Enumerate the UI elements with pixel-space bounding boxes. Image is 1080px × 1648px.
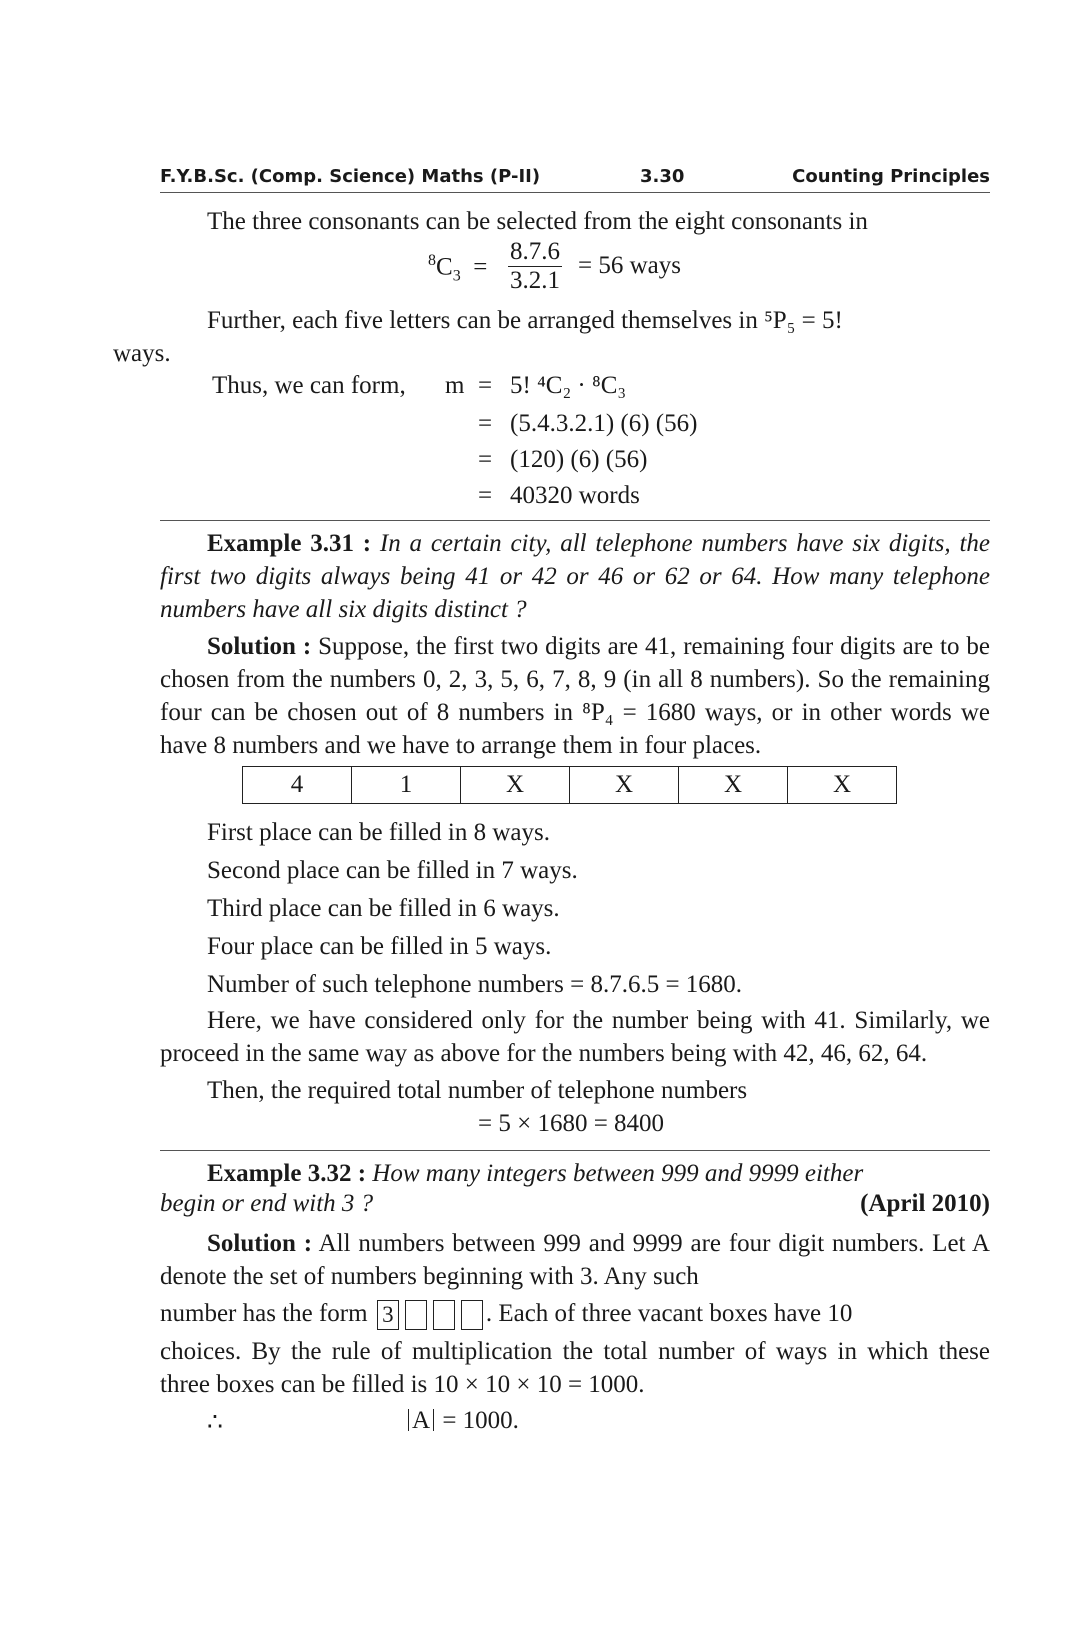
m-line1: 5! ⁴C₂ · ⁸C₃ bbox=[510, 372, 627, 399]
example-3-32-question: Example 3.32 : How many integers between 999 and 9999 either bbox=[207, 1160, 864, 1187]
example-3-32-choices: choices. By the rule of multiplication the total number of ways in which these three boxes can be filled is 10 × 10 × 10 = 1000. bbox=[160, 1338, 990, 1398]
header-book-title: F.Y.B.Sc. (Comp. Science) Maths (P-II) bbox=[160, 166, 541, 187]
section-divider bbox=[160, 1150, 990, 1151]
m-line4: 40320 words bbox=[510, 482, 640, 509]
digit-box-empty bbox=[433, 1300, 455, 1330]
eq-denominator: 3.2.1 bbox=[510, 267, 560, 294]
list-item: Second place can be filled in 7 ways. bbox=[207, 857, 578, 884]
page bbox=[113, 160, 990, 1445]
example-3-31-here: Here, we have considered only for the number being with 41. Similarly, we proceed in the same way as above for the numbers being with 42, 46, 62, 64. bbox=[160, 1007, 990, 1067]
intro-line1: The three consonants can be selected from the eight consonants in bbox=[207, 208, 868, 235]
question-continuation: begin or end with 3 ? bbox=[160, 1190, 374, 1217]
total-value: = 5 × 1680 = 8400 bbox=[478, 1110, 665, 1137]
example-3-32-question-line2 bbox=[160, 1190, 990, 1223]
thus-label: Thus, we can form, bbox=[212, 372, 406, 399]
example-3-31-question: Example 3.31 : In a certain city, all telephone numbers have six digits, the first two digits always being 41 or 42 or 46 or 62 or 64. How many telephone numbers have all six digits distinct ? bbox=[160, 530, 990, 623]
m-line2: (5.4.3.2.1) (6) (56) bbox=[510, 410, 698, 437]
digit-cell: X bbox=[679, 767, 788, 804]
digit-cell: 1 bbox=[352, 767, 461, 804]
list-item: First place can be filled in 8 ways. bbox=[207, 819, 550, 846]
list-item: Four place can be filled in 5 ways. bbox=[207, 933, 552, 960]
therefore-symbol: ∴ bbox=[207, 1409, 223, 1436]
digit-cell: 4 bbox=[243, 767, 352, 804]
form-line: number has the form 3 . Each of three vacant boxes have 10 bbox=[160, 1293, 990, 1335]
digit-cell: X bbox=[570, 767, 679, 804]
m-derivation bbox=[160, 370, 990, 516]
exam-year: (April 2010) bbox=[860, 1190, 990, 1217]
eq-fraction bbox=[508, 238, 562, 295]
example-3-31-then: Then, the required total number of telephone numbers bbox=[207, 1077, 748, 1104]
list-item: Third place can be filled in 6 ways. bbox=[207, 895, 560, 922]
eq-sign-3: = bbox=[478, 446, 493, 473]
m-label: m bbox=[445, 372, 465, 399]
places-list bbox=[160, 814, 990, 1004]
combination-equation bbox=[160, 238, 990, 300]
list-item: Number of such telephone numbers = 8.7.6.5 = 1680. bbox=[207, 971, 743, 998]
intro-line2: Further, each five letters can be arranged themselves in ⁵P₅ = 5! ways. bbox=[113, 307, 843, 367]
digit-table-wrap bbox=[160, 766, 990, 812]
digit-cell: X bbox=[461, 767, 570, 804]
digit-cell: X bbox=[788, 767, 897, 804]
example-3-32-solution: Solution : All numbers between 999 and 9999 are four digit numbers. Let A denote the set of numbers beginning with 3. Any such bbox=[160, 1230, 990, 1290]
total-equation bbox=[160, 1110, 990, 1148]
eq-sign-4: = bbox=[478, 482, 493, 509]
eq-sign-1: = bbox=[478, 372, 493, 399]
cardinality-result: A = 1000. bbox=[408, 1407, 519, 1435]
eq-numerator: 8.7.6 bbox=[510, 238, 560, 265]
running-header bbox=[160, 160, 990, 193]
digit-box-filled: 3 bbox=[377, 1300, 399, 1330]
section-divider bbox=[160, 520, 990, 521]
eq-result: = 56 ways bbox=[578, 252, 681, 279]
header-page-number: 3.30 bbox=[640, 166, 685, 187]
digit-box-empty bbox=[405, 1300, 427, 1330]
eq-lhs: $^8C_3$ = bbox=[428, 252, 488, 285]
m-line3: (120) (6) (56) bbox=[510, 446, 648, 473]
eq-sign-2: = bbox=[478, 410, 493, 437]
digit-places-table bbox=[242, 766, 897, 804]
digit-box-empty bbox=[461, 1300, 483, 1330]
header-chapter-title: Counting Principles bbox=[792, 166, 990, 187]
example-3-31-solution: Solution : Suppose, the first two digits are 41, remaining four digits are to be chosen from the numbers 0, 2, 3, 5, 6, 7, 8, 9 (in all 8 numbers). So the remaining four can be chosen out of 8 numbers in ⁸P₄ = 1680 ways, or in other words we have 8 numbers and we have to arrange them in four places. bbox=[160, 633, 990, 759]
final-result bbox=[160, 1405, 990, 1445]
